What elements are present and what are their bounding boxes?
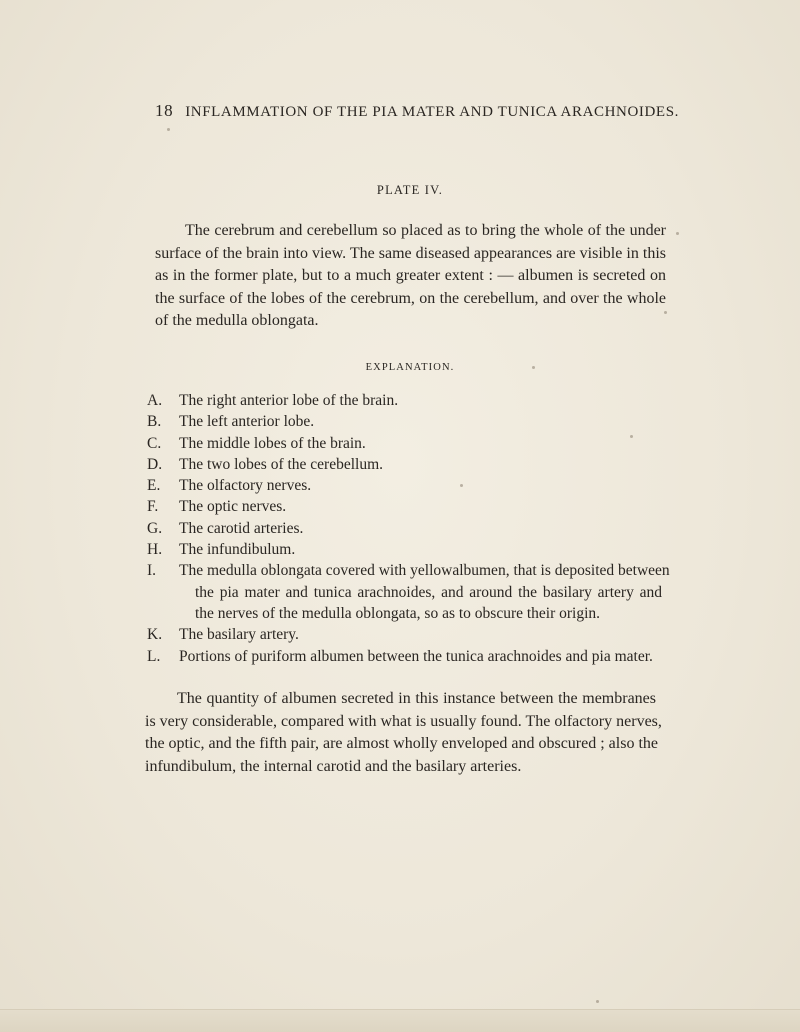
legend-item — [147, 624, 662, 645]
legend-letter: A. — [147, 392, 163, 409]
paper-speck — [664, 311, 667, 314]
paper-speck — [460, 484, 463, 487]
legend-letter: L. — [147, 647, 161, 665]
closing-line: infundibulum, the internal carotid and the basilary arteries. — [145, 757, 522, 775]
intro-line: surface of the brain into view. The same diseased appearances are visible in this — [155, 244, 666, 262]
legend-letter: E. — [147, 477, 161, 495]
legend-letter: I. — [147, 562, 157, 580]
legend-item — [147, 475, 662, 496]
legend-text: The basilary artery. — [179, 626, 299, 644]
closing-line: the optic, and the fifth pair, are almost wholly enveloped and obscured ; also the — [145, 735, 658, 752]
legend-letter: H. — [147, 541, 163, 559]
legend-text: The right anterior lobe of the brain. — [179, 392, 399, 409]
legend-item — [147, 496, 662, 517]
explanation-title: EXPLANATION. — [365, 362, 455, 373]
plate-legend — [147, 390, 670, 667]
legend-text: Portions of puriform albumen between the tunica arachnoides and pia mater. — [179, 647, 653, 665]
closing-paragraph — [145, 688, 662, 778]
legend-item — [147, 390, 662, 411]
legend-letter: C. — [147, 434, 162, 452]
closing-line: The quantity of albumen secreted in this instance between the membranes — [177, 690, 656, 707]
legend-text: The olfactory nerves. — [179, 477, 312, 495]
intro-line: as in the former plate, but to a much greater extent : — albumen is secreted on — [155, 267, 666, 284]
page-bottom-edge — [0, 1009, 800, 1032]
legend-item — [147, 646, 662, 667]
paper-speck — [676, 232, 679, 235]
legend-letter: F. — [147, 498, 159, 516]
plate-title: PLATE IV. — [376, 183, 444, 197]
intro-line: of the medulla oblongata. — [155, 312, 319, 329]
closing-line: is very considerable, compared with what is usually found. The olfactory nerves, — [145, 712, 662, 730]
legend-letter: K. — [147, 626, 163, 644]
legend-text: the pia mater and tunica arachnoides, and around the basilary artery and — [195, 583, 662, 601]
running-head — [155, 101, 679, 121]
legend-text: the nerves of the medulla oblongata, so as to obscure their origin. — [195, 604, 601, 622]
paper-speck — [532, 366, 535, 369]
intro-line: The cerebrum and cerebellum so placed as to bring the whole of the under — [185, 222, 666, 239]
paper-speck — [596, 1000, 599, 1003]
legend-text: The left anterior lobe. — [179, 413, 315, 431]
legend-item — [147, 411, 662, 432]
legend-text: The medulla oblongata covered with yellowalbumen, that is deposited between — [179, 562, 670, 580]
legend-letter: G. — [147, 519, 163, 537]
intro-line: the surface of the lobes of the cerebrum, on the cerebellum, and over the whole — [155, 289, 666, 307]
paper-speck — [167, 128, 170, 131]
legend-letter: B. — [147, 413, 162, 431]
legend-text: The two lobes of the cerebellum. — [179, 455, 384, 473]
legend-letter: D. — [147, 455, 163, 473]
legend-text: The optic nerves. — [179, 498, 287, 516]
running-head-title: INFLAMMATION OF THE PIA MATER AND TUNICA ARACHNOIDES. — [185, 104, 679, 120]
legend-item — [147, 433, 662, 454]
legend-item — [147, 454, 662, 475]
legend-item — [147, 539, 662, 560]
legend-text: The carotid arteries. — [179, 519, 304, 537]
page-number: 18 — [155, 101, 174, 120]
paper-speck — [630, 435, 633, 438]
legend-item — [147, 560, 670, 624]
intro-paragraph — [155, 220, 666, 333]
legend-text: The infundibulum. — [179, 541, 296, 559]
legend-text: The middle lobes of the brain. — [179, 434, 366, 452]
legend-item — [147, 518, 662, 539]
